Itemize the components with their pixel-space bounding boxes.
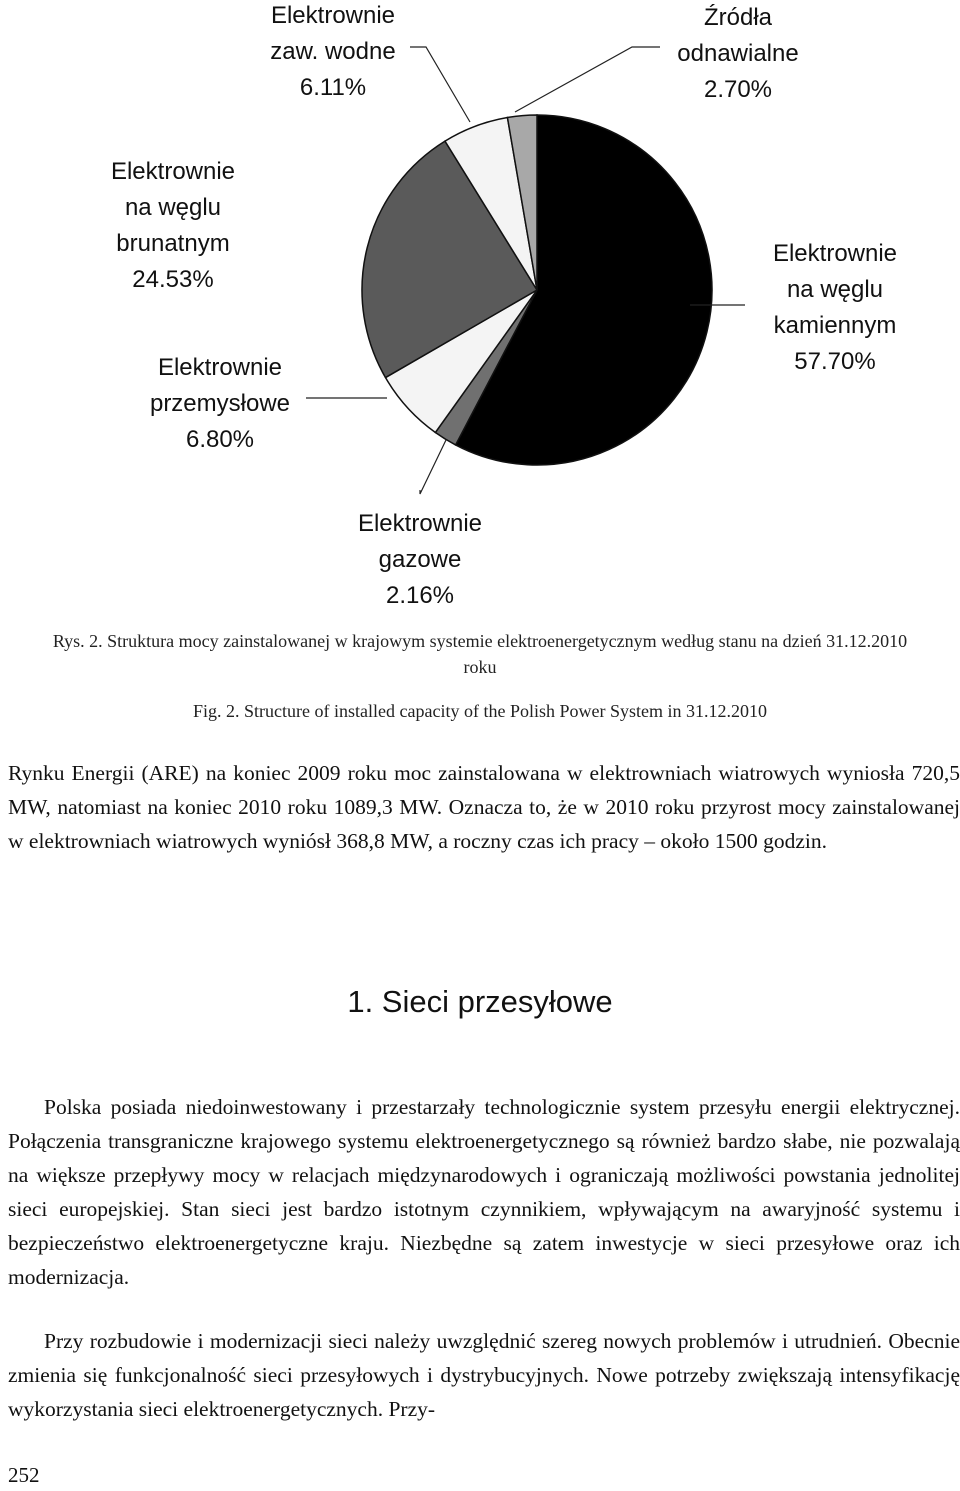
body-paragraph-3: Przy rozbudowie i modernizacji sieci należy uwzględnić szereg nowych problemów i utrudnień. Obecnie zmienia się funkcjonalność sieci przesyłowych i dystrybucyjnych. Nowe potrzeby zwiększają intensyfikację wykorzystania sieci elektroenergetycznych. Przy- [8,1329,960,1421]
figure-caption-polish: Rys. 2. Struktura mocy zainstalowanej w krajowym systemie elektroenergetycznym według stanu na dzień 31.12.2010 roku [52,631,908,677]
section-title: 1. Sieci przesyłowe [347,984,613,1019]
pie-label-lignite: Elektrownie na węglu brunatnym 24.53% [110,158,236,293]
pie-label-industrial: Elektrownie przemysłowe 6.80% [149,354,291,453]
pie-label-hard-coal: Elektrownie na węglu kamiennym 57.70% [772,240,898,375]
leader-line-gas [420,440,446,494]
page-number: 252 [8,1463,40,1487]
pie-label-hydro: Elektrownie zaw. wodne 6.11% [270,2,396,101]
figure-caption-english: Fig. 2. Structure of installed capacity of the Polish Power System in 31.12.2010 [193,701,767,721]
pie-label-gas: Elektrownie gazowe 2.16% [357,510,483,609]
body-paragraph-1: Rynku Energii (ARE) na koniec 2009 roku moc zainstalowana w elektrowniach wiatrowych wyniosła 720,5 MW, natomiast na koniec 2010 roku 1089,3 MW. Oznacza to, że w 2010 roku przyrost mocy zainstalowanej w elektrowniach wiatrowych wyniósł 368,8 MW, a roczny czas ich pracy – około 1500 godzin. [8,761,960,853]
pie-label-renewables: Źródła odnawialne 2.70% [677,4,799,103]
body-paragraph-2: Polska posiada niedoinwestowany i przestarzały technologicznie system przesyłu energii elektrycznej. Połączenia transgraniczne krajowego systemu elektroenergetycznego są również bardzo słabe, nie pozwalają na większe przepływy mocy w relacjach międzynarodowych i ograniczają możliwości powstania jednolitej sieci europejskiej. Stan sieci jest bardzo istotnym czynnikiem, wpływającym na awaryjność systemu i bezpieczeństwo elektroenergetyczne kraju. Niezbędne są zatem inwestycje w sieci przesyłowe oraz ich modernizacja. [8,1095,960,1289]
